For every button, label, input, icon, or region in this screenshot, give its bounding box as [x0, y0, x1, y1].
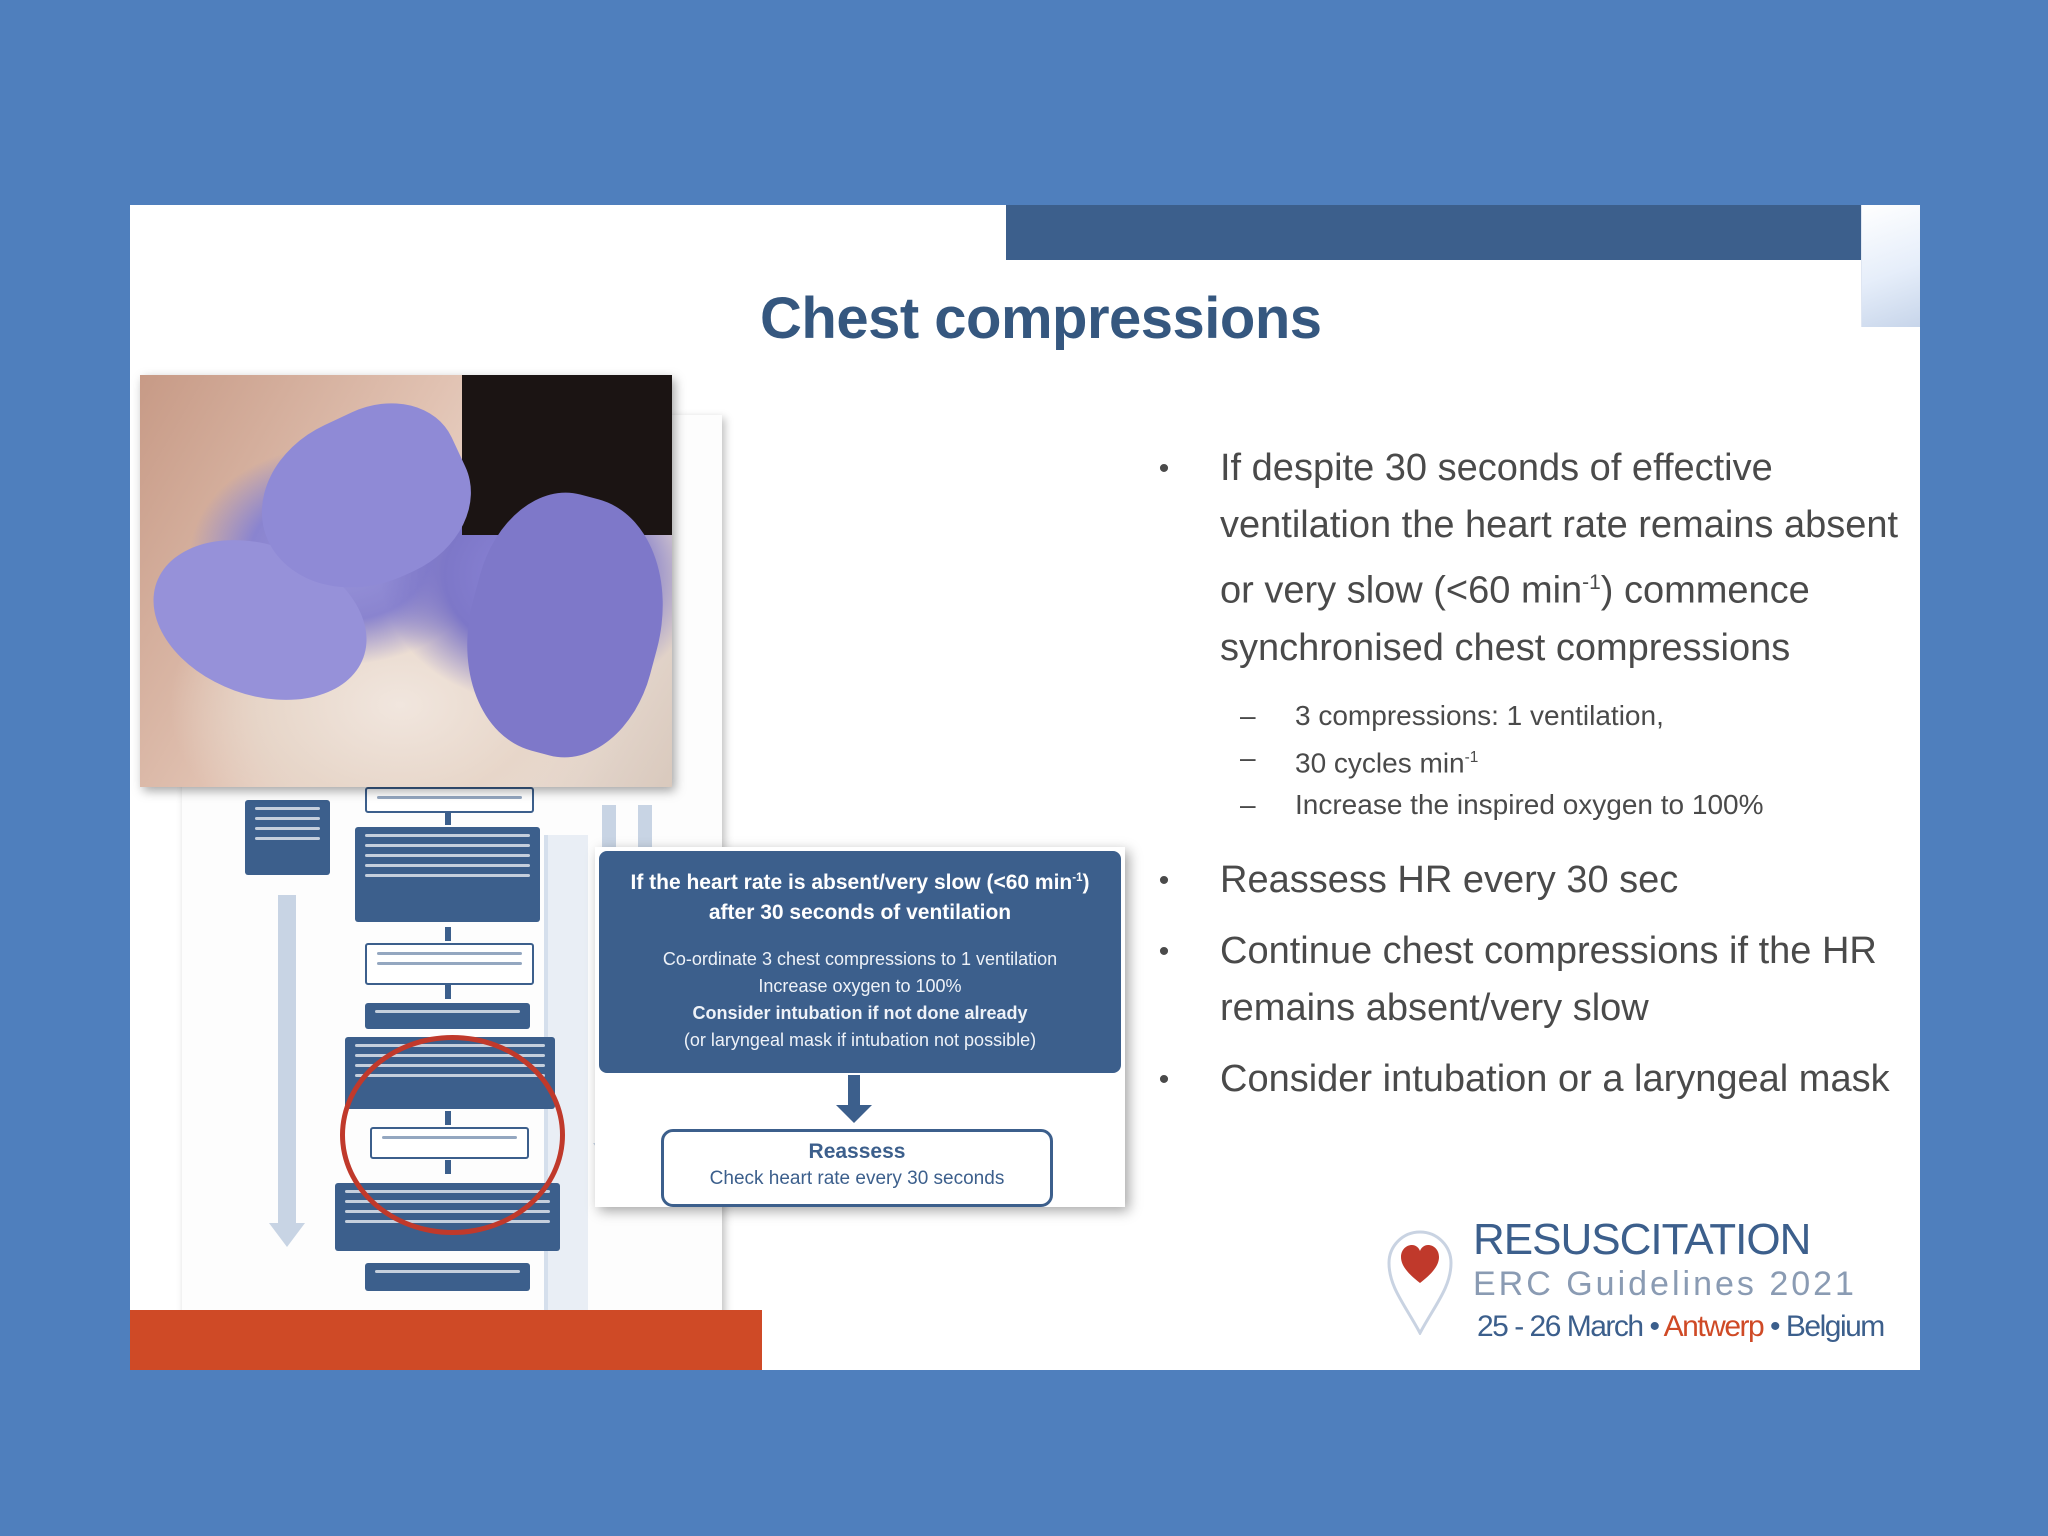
- bullet-text-end: ) commence synchronised chest compressions: [1220, 569, 1810, 669]
- flowchart-arrow: [445, 811, 451, 825]
- bullet-dot: •: [1158, 1062, 1170, 1096]
- bullet-dot: •: [1158, 934, 1170, 968]
- flowchart-down-arrow: [848, 1075, 860, 1113]
- event-country: Belgium: [1785, 1310, 1884, 1343]
- flowchart-arrow: [445, 985, 451, 999]
- bullet-item: [1150, 1051, 1910, 1108]
- flowchart-box: [365, 1263, 530, 1291]
- reassess-title: Reassess: [808, 1140, 906, 1163]
- action-line: Consider intubation if not done already: [692, 1003, 1028, 1023]
- action-line: (or laryngeal mask if intubation not possible): [683, 1030, 1037, 1050]
- heading-superscript: -1: [1072, 872, 1083, 884]
- bullet-list: [1150, 440, 1910, 1108]
- flowchart-reassess-box: [661, 1129, 1053, 1207]
- action-line: Increase oxygen to 100%: [758, 976, 962, 996]
- bullet-text: If despite 30 seconds of effective ventilation the heart rate remains absent or very slow (<60 min: [1220, 447, 1899, 612]
- separator: •: [1770, 1310, 1780, 1343]
- heart-pin-icon: [1385, 1225, 1455, 1335]
- highlight-circle: [340, 1035, 565, 1235]
- flowchart-action-heading: [599, 863, 1121, 928]
- sub-bullet-item: [1150, 784, 1910, 826]
- action-line: Co-ordinate 3 chest compressions to 1 ventilation: [662, 949, 1058, 969]
- flowchart-action-body: [599, 946, 1121, 1054]
- flowchart-arrow: [445, 927, 451, 941]
- event-dates: 25 - 26 March: [1477, 1310, 1643, 1343]
- page-corner-decoration: [1861, 205, 1920, 327]
- bullet-text: Continue chest compressions if the HR remains absent/very slow: [1220, 929, 1877, 1029]
- heading-text: If the heart rate is absent/very slow (<60 min: [630, 871, 1073, 894]
- reassess-subtitle: Check heart rate every 30 seconds: [709, 1168, 1005, 1189]
- sub-bullet-text: Increase the inspired oxygen to 100%: [1295, 788, 1764, 820]
- flowchart-timeline-arrow: [278, 895, 296, 1225]
- logo-subtitle: ERC Guidelines 2021: [1473, 1265, 1857, 1303]
- slide: [130, 205, 1920, 1370]
- bullet-item: [1150, 852, 1910, 909]
- bullet-text: Reassess HR every 30 sec: [1220, 858, 1679, 901]
- logo-event-line: [1477, 1310, 1884, 1344]
- chest-compression-photo: [140, 375, 672, 787]
- sub-bullet-text: 30 cycles min: [1295, 746, 1465, 778]
- sub-bullet-list: [1150, 695, 1910, 826]
- sub-bullet-item: [1150, 737, 1910, 784]
- flowchart-box: [245, 800, 330, 875]
- slide-header-bar: [1006, 205, 1862, 260]
- bullet-text: Consider intubation or a laryngeal mask: [1220, 1057, 1890, 1100]
- dash-marker: –: [1240, 699, 1256, 731]
- heading-text-end: ): [1082, 871, 1090, 894]
- flowchart-zoom-panel: [595, 847, 1125, 1207]
- sub-bullet-item: [1150, 695, 1910, 737]
- logo-title: RESUSCITATION: [1473, 1215, 1811, 1264]
- dash-marker: –: [1240, 788, 1256, 820]
- slide-title: Chest compressions: [760, 286, 1322, 351]
- bullet-dot: •: [1158, 452, 1170, 485]
- orange-footer-strip: [130, 1310, 762, 1370]
- bullet-dot: •: [1158, 863, 1170, 897]
- erc-logo: [1385, 1215, 1905, 1355]
- flowchart-box: [355, 827, 540, 922]
- event-city: Antwerp: [1663, 1310, 1764, 1343]
- flowchart-box: [365, 1003, 530, 1029]
- bullet-item: [1150, 440, 1910, 677]
- sub-bullet-text: 3 compressions: 1 ventilation,: [1295, 699, 1664, 731]
- dash-marker: –: [1240, 741, 1256, 773]
- flowchart-box: [365, 943, 534, 985]
- flowchart-box: [365, 787, 534, 813]
- flowchart-action-box: [599, 851, 1121, 1073]
- sub-bullet-superscript: -1: [1464, 748, 1479, 766]
- bullet-superscript: -1: [1582, 571, 1601, 594]
- bullet-item: [1150, 923, 1910, 1037]
- heading-line-2: after 30 seconds of ventilation: [708, 901, 1012, 924]
- separator: •: [1649, 1310, 1659, 1343]
